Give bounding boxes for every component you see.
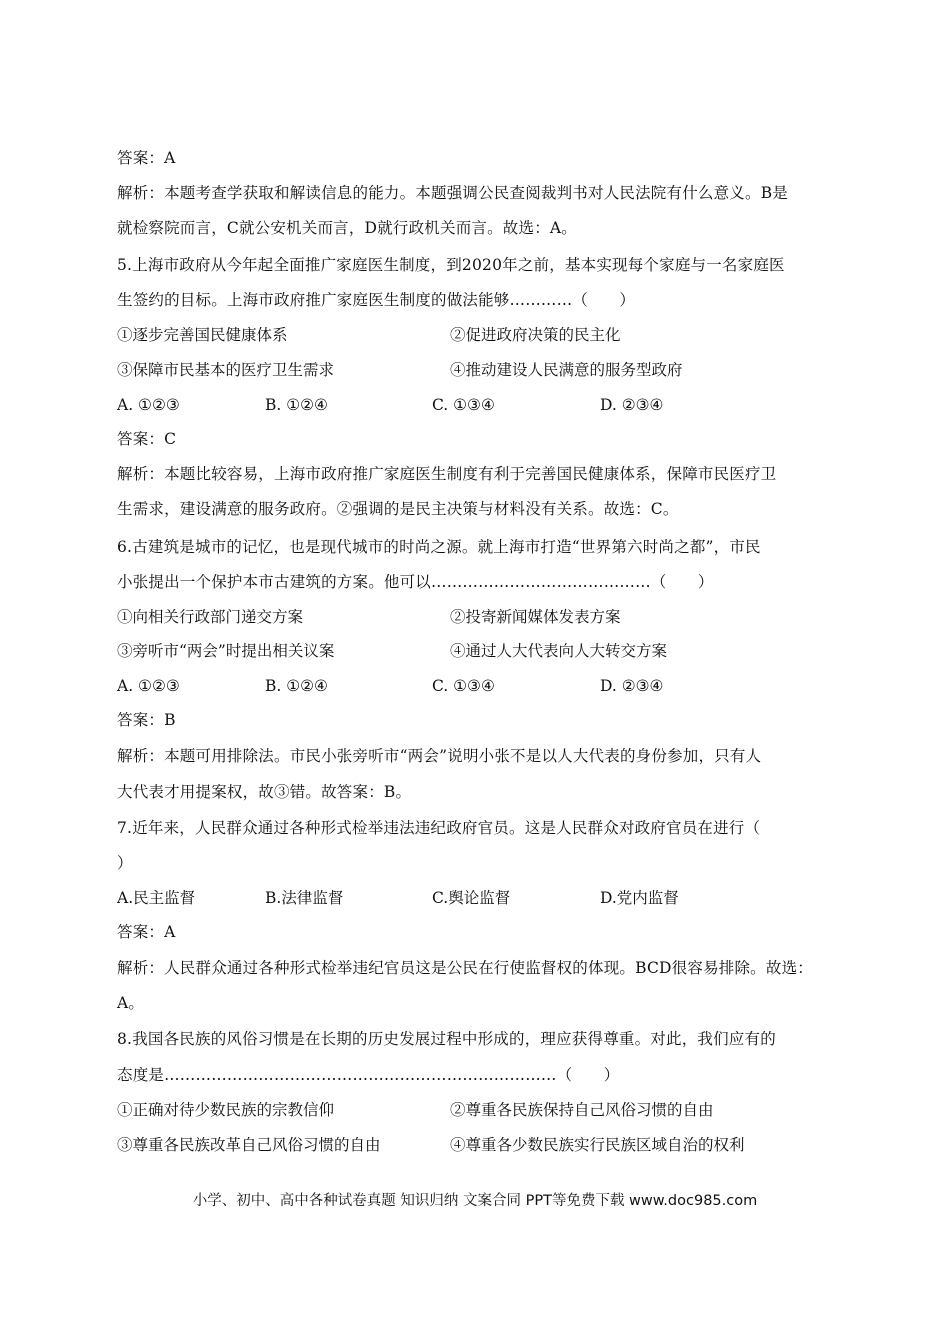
q5-choice-b: B. ①②④ — [265, 396, 328, 414]
q5-item-2: ②促进政府决策的民主化 — [450, 326, 621, 344]
q7-choice-c: C.舆论监督 — [432, 889, 511, 907]
q6-choice-a: A. ①②③ — [117, 677, 180, 695]
q7-answer: 答案：A — [117, 923, 176, 941]
q7-analysis-line-1: 解析：人民群众通过各种形式检举违纪官员这是公民在行使监督权的体现。BCD很容易排除。故选： — [117, 959, 813, 977]
q7-stem-line-2: ） — [117, 854, 133, 872]
q8-item-4: ④尊重各少数民族实行民族区域自治的权利 — [450, 1136, 745, 1154]
q5-stem-line-2: 生签约的目标。上海市政府推广家庭医生制度的做法能够…………（ ） — [117, 291, 636, 309]
q8-item-1: ①正确对待少数民族的宗教信仰 — [117, 1101, 335, 1119]
q7-stem-line-1: 7.近年来，人民群众通过各种形式检举违法违纪政府官员。这是人民群众对政府官员在进行（ — [117, 819, 761, 837]
q5-item-4: ④推动建设人民满意的服务型政府 — [450, 361, 683, 379]
q4-answer: 答案：A — [117, 149, 176, 167]
q4-analysis-line-1: 解析：本题考查学获取和解读信息的能力。本题强调公民查阅裁判书对人民法院有什么意义。B是 — [117, 184, 788, 202]
q8-item-2: ②尊重各民族保持自己风俗习惯的自由 — [450, 1101, 714, 1119]
q6-item-4: ④通过人大代表向人大转交方案 — [450, 642, 668, 660]
q7-choice-a: A.民主监督 — [117, 889, 196, 907]
q6-analysis-line-2: 大代表才用提案权，故③错。故答案：B。 — [117, 783, 412, 801]
q5-choice-c: C. ①③④ — [432, 396, 495, 414]
q4-analysis-line-2: 就检察院而言，C就公安机关而言，D就行政机关而言。故选：A。 — [117, 219, 577, 237]
q5-answer: 答案：C — [117, 430, 177, 448]
page-footer: 小学、初中、高中各种试卷真题 知识归纳 文案合同 PPT等免费下载 www.doc985.com — [192, 1193, 758, 1209]
q5-item-3: ③保障市民基本的医疗卫生需求 — [117, 361, 335, 379]
q6-item-2: ②投寄新闻媒体发表方案 — [450, 608, 621, 626]
q8-stem-line-2: 态度是…………………………………………………………………（ ） — [117, 1066, 620, 1084]
q6-choice-d: D. ②③④ — [600, 677, 664, 695]
q6-answer: 答案：B — [117, 711, 176, 729]
q7-analysis-line-2: A。 — [117, 994, 145, 1012]
q5-item-1: ①逐步完善国民健康体系 — [117, 326, 288, 344]
q7-choice-d: D.党内监督 — [600, 889, 679, 907]
q6-choice-b: B. ①②④ — [265, 677, 328, 695]
q5-analysis-line-2: 生需求，建设满意的服务政府。②强调的是民主决策与材料没有关系。故选：C。 — [117, 500, 679, 518]
q5-analysis-line-1: 解析：本题比较容易，上海市政府推广家庭医生制度有利于完善国民健康体系，保障市民医疗卫 — [117, 465, 777, 483]
q6-stem-line-2: 小张提出一个保护本市古建筑的方案。他可以……………………………………（ ） — [117, 573, 714, 591]
q5-stem-line-1: 5.上海市政府从今年起全面推广家庭医生制度，到2020年之前，基本实现每个家庭与一名家庭医 — [117, 256, 785, 274]
q7-choice-b: B.法律监督 — [265, 889, 344, 907]
q6-stem-line-1: 6.古建筑是城市的记忆，也是现代城市的时尚之源。就上海市打造“世界第六时尚之都”，市民 — [117, 538, 761, 556]
q8-item-3: ③尊重各民族改革自己风俗习惯的自由 — [117, 1136, 381, 1154]
q6-choice-c: C. ①③④ — [432, 677, 495, 695]
q6-item-1: ①向相关行政部门递交方案 — [117, 608, 304, 626]
q6-item-3: ③旁听市“两会”时提出相关议案 — [117, 642, 335, 660]
q6-analysis-line-1: 解析：本题可用排除法。市民小张旁听市“两会”说明小张不是以人大代表的身份参加，只有人 — [117, 747, 762, 765]
q8-stem-line-1: 8.我国各民族的风俗习惯是在长期的历史发展过程中形成的，理应获得尊重。对此，我们应有的 — [117, 1030, 776, 1048]
q5-choice-a: A. ①②③ — [117, 396, 180, 414]
q5-choice-d: D. ②③④ — [600, 396, 664, 414]
